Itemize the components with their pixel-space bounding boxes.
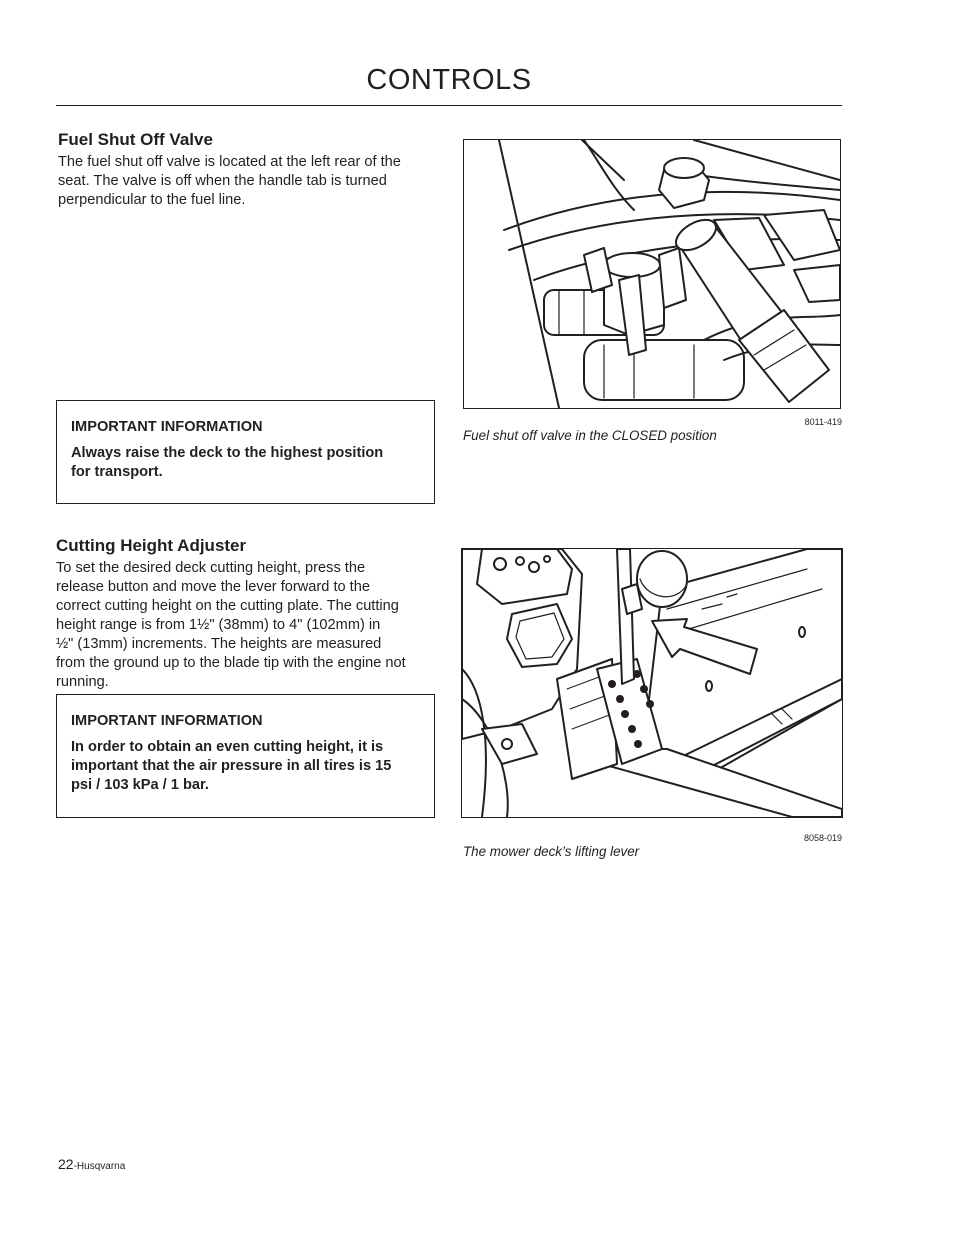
paragraph-line: The fuel shut off valve is located at the left rear of the [58,154,401,170]
page-title: CONTROLS [366,64,532,96]
paragraph-line: from the ground up to the blade tip with the engine not [56,655,406,671]
info-box-text [71,738,420,795]
paragraph-line: running. [56,674,109,690]
figure-code: 8058-019 [803,833,842,843]
fuel-valve-drawing [464,140,840,408]
title-divider [56,105,842,106]
info-line: important that the air pressure in all tires is 15 [71,758,392,774]
important-info-box-transport [56,400,435,504]
paragraph-line: height range is from 1½" (38mm) to 4" (102mm) in [56,617,381,633]
info-box-heading: IMPORTANT INFORMATION [71,713,263,729]
figure-caption: Fuel shut off valve in the CLOSED position [463,428,717,443]
cutting-height-paragraph [56,559,446,692]
paragraph-line: perpendicular to the fuel line. [58,192,246,208]
fuel-valve-heading: Fuel Shut Off Valve [58,130,213,149]
info-line: for transport. [71,464,163,480]
paragraph-line: seat. The valve is off when the handle tab is turned [58,173,387,189]
info-box-heading: IMPORTANT INFORMATION [71,419,263,435]
cutting-height-heading: Cutting Height Adjuster [56,536,247,555]
paragraph-line: correct cutting height on the cutting plate. The cutting [56,598,399,614]
info-line: Always raise the deck to the highest position [71,445,384,461]
figure-code: 8011-419 [804,417,842,427]
page-number: 22 [58,1156,74,1172]
lifting-lever-drawing [462,549,842,817]
fuel-valve-paragraph [58,153,448,210]
brand-name: -Husqvarna [73,1161,126,1172]
info-box-text [71,444,420,482]
lifting-lever-illustration [461,548,843,818]
paragraph-line: To set the desired deck cutting height, press the [56,560,366,576]
info-line: psi / 103 kPa / 1 bar. [71,777,209,793]
figure-caption: The mower deck’s lifting lever [463,844,640,859]
paragraph-line: release button and move the lever forward to the [56,579,370,595]
fuel-valve-illustration [463,139,841,409]
paragraph-line: ½" (13mm) increments. The heights are measured [56,636,382,652]
info-line: In order to obtain an even cutting height, it is [71,739,384,755]
page-footer [58,1156,125,1172]
important-info-box-tire-pressure [56,694,435,818]
